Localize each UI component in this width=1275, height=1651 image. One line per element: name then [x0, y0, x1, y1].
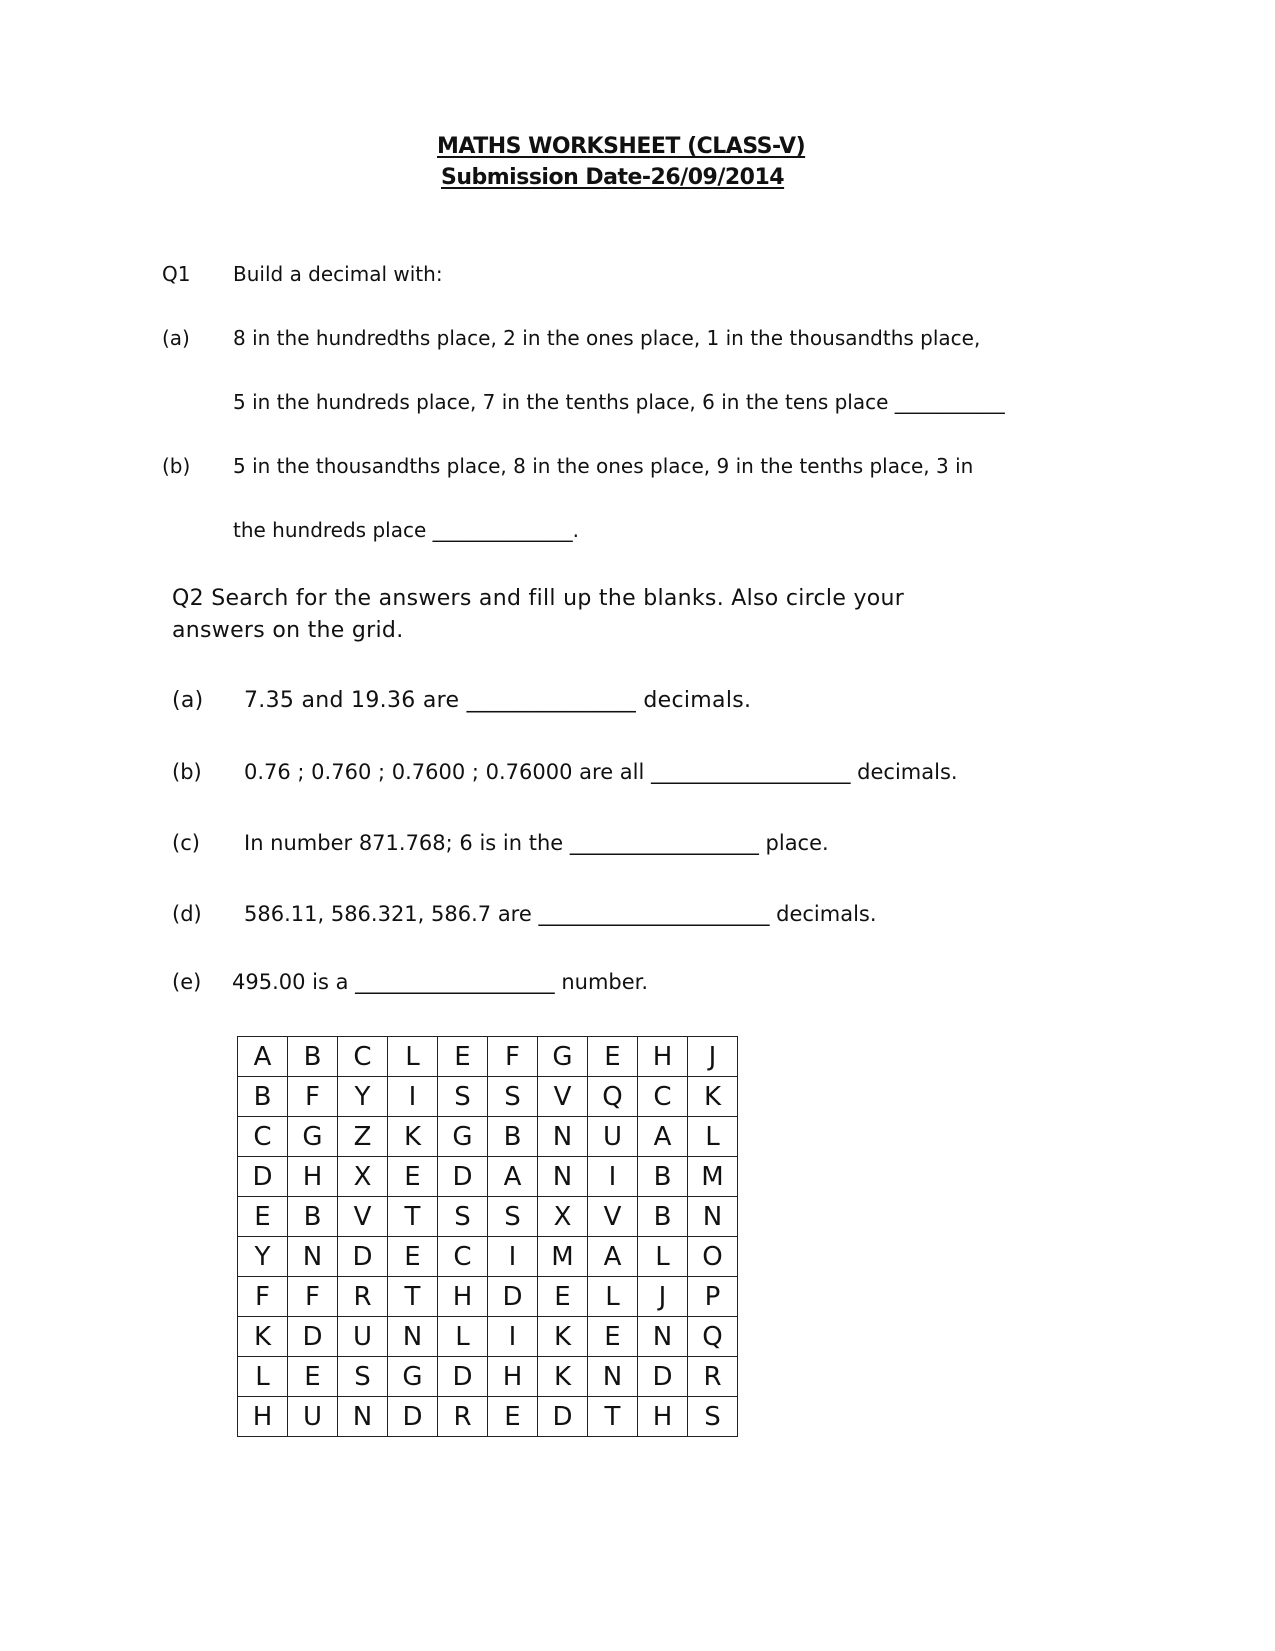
- grid-cell[interactable]: O: [688, 1237, 738, 1277]
- grid-cell[interactable]: A: [238, 1037, 288, 1077]
- grid-cell[interactable]: V: [338, 1197, 388, 1237]
- grid-cell[interactable]: M: [538, 1237, 588, 1277]
- grid-cell[interactable]: D: [488, 1277, 538, 1317]
- grid-cell[interactable]: R: [338, 1277, 388, 1317]
- grid-cell[interactable]: E: [588, 1317, 638, 1357]
- q1b-line1: 5 in the thousandths place, 8 in the ones place, 9 in the tenths place, 3 in: [233, 454, 974, 478]
- grid-cell[interactable]: B: [638, 1197, 688, 1237]
- grid-cell[interactable]: B: [488, 1117, 538, 1157]
- grid-cell[interactable]: V: [588, 1197, 638, 1237]
- grid-cell[interactable]: N: [538, 1157, 588, 1197]
- grid-cell[interactable]: H: [238, 1397, 288, 1437]
- grid-cell[interactable]: G: [288, 1117, 338, 1157]
- q1a-line1: 8 in the hundredths place, 2 in the ones place, 1 in the thousandths place,: [233, 326, 981, 350]
- grid-cell[interactable]: U: [288, 1397, 338, 1437]
- grid-cell[interactable]: H: [638, 1397, 688, 1437]
- grid-cell[interactable]: D: [438, 1157, 488, 1197]
- grid-cell[interactable]: X: [538, 1197, 588, 1237]
- grid-cell[interactable]: D: [238, 1157, 288, 1197]
- grid-cell[interactable]: F: [288, 1277, 338, 1317]
- grid-cell[interactable]: D: [438, 1357, 488, 1397]
- grid-row: [238, 1197, 738, 1237]
- grid-cell[interactable]: A: [488, 1157, 538, 1197]
- grid-cell[interactable]: S: [488, 1197, 538, 1237]
- grid-cell[interactable]: N: [638, 1317, 688, 1357]
- grid-cell[interactable]: H: [638, 1037, 688, 1077]
- q2c-text: In number 871.768; 6 is in the __________________ place.: [244, 831, 829, 855]
- grid-cell[interactable]: E: [288, 1357, 338, 1397]
- grid-cell[interactable]: D: [288, 1317, 338, 1357]
- grid-cell[interactable]: I: [588, 1157, 638, 1197]
- grid-row: [238, 1077, 738, 1117]
- grid-cell[interactable]: S: [688, 1397, 738, 1437]
- grid-cell[interactable]: D: [638, 1357, 688, 1397]
- grid-cell[interactable]: S: [338, 1357, 388, 1397]
- grid-cell[interactable]: Z: [338, 1117, 388, 1157]
- submission-date: Submission Date-26/09/2014: [441, 165, 785, 190]
- grid-cell[interactable]: E: [588, 1037, 638, 1077]
- grid-cell[interactable]: N: [588, 1357, 638, 1397]
- q2-instruction-line1: Q2 Search for the answers and fill up the blanks. Also circle your: [172, 586, 905, 611]
- grid-cell[interactable]: N: [288, 1237, 338, 1277]
- grid-cell[interactable]: N: [688, 1197, 738, 1237]
- grid-row: [238, 1237, 738, 1277]
- grid-cell[interactable]: E: [538, 1277, 588, 1317]
- grid-cell[interactable]: G: [388, 1357, 438, 1397]
- worksheet-title: MATHS WORKSHEET (CLASS-V): [437, 134, 806, 159]
- grid-row: [238, 1357, 738, 1397]
- grid-cell[interactable]: Y: [238, 1237, 288, 1277]
- grid-cell[interactable]: R: [688, 1357, 738, 1397]
- grid-cell[interactable]: A: [638, 1117, 688, 1157]
- grid-cell[interactable]: P: [688, 1277, 738, 1317]
- grid-cell[interactable]: I: [488, 1317, 538, 1357]
- grid-cell[interactable]: H: [438, 1277, 488, 1317]
- grid-cell[interactable]: G: [438, 1117, 488, 1157]
- q1b-line2: the hundreds place ______________.: [233, 518, 579, 542]
- grid-cell[interactable]: L: [438, 1317, 488, 1357]
- grid-row: [238, 1117, 738, 1157]
- q1b-label: (b): [162, 454, 191, 478]
- grid-cell[interactable]: K: [688, 1077, 738, 1117]
- grid-cell[interactable]: J: [688, 1037, 738, 1077]
- grid-cell[interactable]: E: [388, 1237, 438, 1277]
- grid-cell[interactable]: U: [588, 1117, 638, 1157]
- grid-cell[interactable]: F: [288, 1077, 338, 1117]
- grid-cell[interactable]: S: [438, 1077, 488, 1117]
- grid-cell[interactable]: N: [338, 1397, 388, 1437]
- grid-cell[interactable]: M: [688, 1157, 738, 1197]
- grid-cell[interactable]: D: [338, 1237, 388, 1277]
- grid-cell[interactable]: K: [238, 1317, 288, 1357]
- grid-cell[interactable]: G: [538, 1037, 588, 1077]
- grid-cell[interactable]: L: [638, 1237, 688, 1277]
- grid-cell[interactable]: E: [488, 1397, 538, 1437]
- q1a-line2: 5 in the hundreds place, 7 in the tenths place, 6 in the tens place ___________: [233, 390, 1005, 414]
- grid-cell[interactable]: E: [388, 1157, 438, 1197]
- q2a-text: 7.35 and 19.36 are _______________ decimals.: [244, 688, 752, 713]
- grid-cell[interactable]: D: [388, 1397, 438, 1437]
- grid-cell[interactable]: F: [488, 1037, 538, 1077]
- grid-cell[interactable]: F: [238, 1277, 288, 1317]
- grid-cell[interactable]: I: [488, 1237, 538, 1277]
- grid-cell[interactable]: E: [438, 1037, 488, 1077]
- grid-cell[interactable]: S: [438, 1197, 488, 1237]
- grid-cell[interactable]: Q: [588, 1077, 638, 1117]
- grid-cell[interactable]: K: [388, 1117, 438, 1157]
- grid-cell[interactable]: E: [238, 1197, 288, 1237]
- grid-cell[interactable]: N: [538, 1117, 588, 1157]
- grid-cell[interactable]: Q: [688, 1317, 738, 1357]
- grid-cell[interactable]: T: [588, 1397, 638, 1437]
- grid-cell[interactable]: L: [238, 1357, 288, 1397]
- q2-instruction-line2: answers on the grid.: [172, 618, 404, 643]
- grid-cell[interactable]: C: [238, 1117, 288, 1157]
- grid-cell[interactable]: N: [388, 1317, 438, 1357]
- grid-cell[interactable]: L: [588, 1277, 638, 1317]
- q2a-label: (a): [172, 688, 204, 713]
- q1-number: Q1: [162, 262, 191, 286]
- grid-row: [238, 1277, 738, 1317]
- grid-cell[interactable]: S: [488, 1077, 538, 1117]
- grid-row: [238, 1157, 738, 1197]
- grid-cell[interactable]: V: [538, 1077, 588, 1117]
- grid-cell[interactable]: I: [388, 1077, 438, 1117]
- grid-row: [238, 1037, 738, 1077]
- grid-cell[interactable]: X: [338, 1157, 388, 1197]
- grid-cell[interactable]: H: [488, 1357, 538, 1397]
- grid-row: [238, 1317, 738, 1357]
- grid-cell[interactable]: C: [638, 1077, 688, 1117]
- grid-cell[interactable]: B: [288, 1037, 338, 1077]
- q1a-label: (a): [162, 326, 190, 350]
- grid-cell[interactable]: H: [288, 1157, 338, 1197]
- q2d-label: (d): [172, 902, 202, 926]
- word-search-grid: [237, 1036, 738, 1437]
- grid-cell[interactable]: B: [638, 1157, 688, 1197]
- grid-cell[interactable]: A: [588, 1237, 638, 1277]
- grid-cell[interactable]: J: [638, 1277, 688, 1317]
- grid-cell[interactable]: L: [688, 1117, 738, 1157]
- grid-row: [238, 1397, 738, 1437]
- grid-cell[interactable]: K: [538, 1357, 588, 1397]
- q2c-label: (c): [172, 831, 200, 855]
- q1-prompt: Build a decimal with:: [233, 262, 443, 286]
- grid-cell[interactable]: T: [388, 1277, 438, 1317]
- grid-cell[interactable]: C: [338, 1037, 388, 1077]
- grid-cell[interactable]: L: [388, 1037, 438, 1077]
- q2e-label: (e): [172, 970, 202, 994]
- grid-cell[interactable]: R: [438, 1397, 488, 1437]
- grid-cell[interactable]: U: [338, 1317, 388, 1357]
- q2d-text: 586.11, 586.321, 586.7 are ______________________ decimals.: [244, 902, 877, 926]
- grid-cell[interactable]: C: [438, 1237, 488, 1277]
- grid-cell[interactable]: Y: [338, 1077, 388, 1117]
- grid-cell[interactable]: K: [538, 1317, 588, 1357]
- q2b-text: 0.76 ; 0.760 ; 0.7600 ; 0.76000 are all ___________________ decimals.: [244, 760, 958, 784]
- grid-cell[interactable]: D: [538, 1397, 588, 1437]
- grid-cell[interactable]: B: [238, 1077, 288, 1117]
- grid-cell[interactable]: T: [388, 1197, 438, 1237]
- grid-cell[interactable]: B: [288, 1197, 338, 1237]
- q2e-text: 495.00 is a ___________________ number.: [232, 970, 649, 994]
- q2b-label: (b): [172, 760, 202, 784]
